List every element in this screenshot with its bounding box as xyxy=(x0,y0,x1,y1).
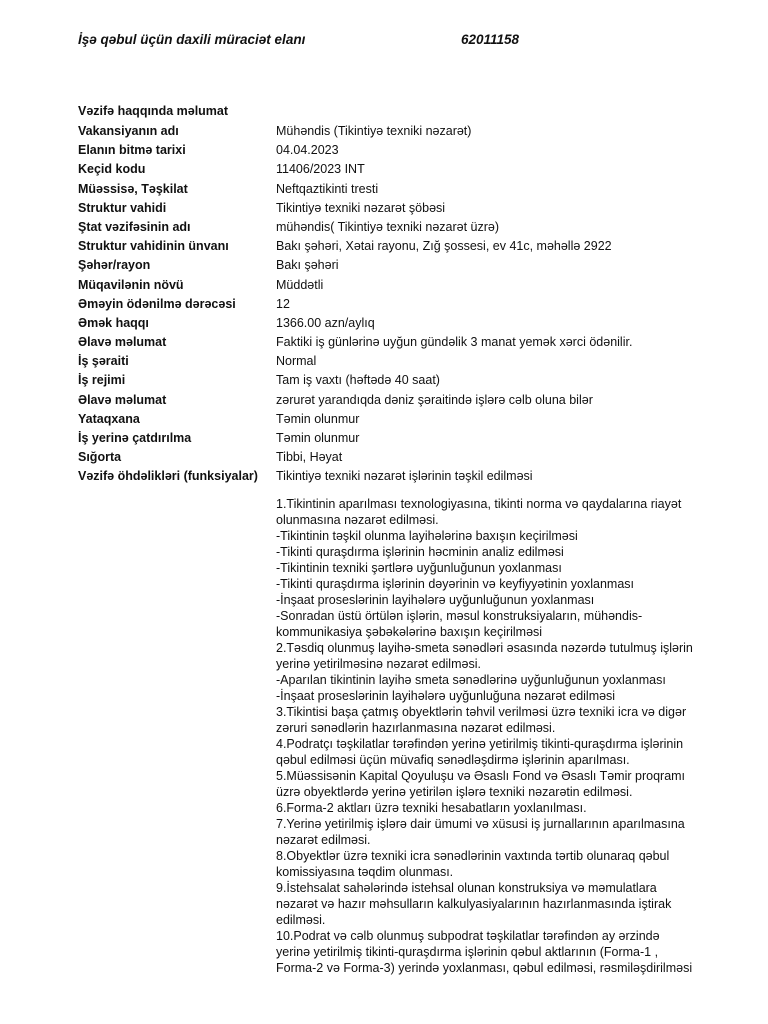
info-label: Sığorta xyxy=(78,450,122,465)
info-value: Təmin olunmur xyxy=(276,431,360,445)
info-label: Əlavə məlumat xyxy=(78,392,167,407)
info-row xyxy=(78,352,718,371)
duty-line: 6.Forma-2 aktları üzrə texniki hesabatların yoxlanılması. xyxy=(276,801,587,815)
duty-line: 9.İstehsalat sahələrində istehsal olunan konstruksiya və məmulatlara xyxy=(276,881,657,895)
info-row xyxy=(78,295,718,314)
info-value: zərurət yarandıqda dəniz şəraitində işlərə cəlb oluna bilər xyxy=(276,392,593,407)
announcement-title: İşə qəbul üçün daxili müraciət elanı xyxy=(78,32,306,47)
duty-line: kommunikasiya şəbəkələrinə baxışın keçirilməsi xyxy=(276,625,543,639)
info-value: Müddətli xyxy=(276,277,324,292)
info-row xyxy=(78,276,718,295)
info-value: Mühəndis (Tikintiyə texniki nəzarət) xyxy=(276,124,472,138)
info-label: Struktur vahidinin ünvanı xyxy=(78,239,229,254)
duty-line: olunmasına nəzarət edilməsi. xyxy=(276,513,439,527)
info-row xyxy=(78,429,718,448)
info-row xyxy=(78,448,718,467)
duty-line: Forma-2 və Forma-3) yerində yoxlanması, qəbul edilməsi, rəsmiləşdirilməsi xyxy=(276,961,693,975)
duty-line: -Sonradan üstü örtülən işlərin, məsul konstruksiyaların, mühəndis- xyxy=(276,609,643,623)
duty-line: nəzarət və hazır məhsulların kalkulyasiyalarının hazırlanmasında iştirak xyxy=(276,897,672,911)
info-value: 1366.00 azn/aylıq xyxy=(276,315,375,330)
duty-line: -Tikinti quraşdırma işlərinin dəyərinin və keyfiyyətinin yoxlanması xyxy=(276,577,635,591)
info-label: Müəssisə, Təşkilat xyxy=(78,181,188,196)
duty-line: 2.Təsdiq olunmuş layihə-smeta sənədləri əsasında nəzərdə tutulmuş işlərin xyxy=(276,641,693,655)
job-info-table xyxy=(78,122,718,487)
info-row xyxy=(78,160,718,179)
duties-list xyxy=(276,496,716,976)
info-row xyxy=(78,141,718,160)
info-row xyxy=(78,218,718,237)
info-value: Tikintiyə texniki nəzarət şöbəsi xyxy=(276,200,446,215)
info-row xyxy=(78,333,718,352)
info-label: Əmək haqqı xyxy=(78,315,149,330)
info-value: Faktiki iş günlərinə uyğun gündəlik 3 manat yemək xərci ödənilir. xyxy=(276,335,633,350)
duty-line: komissiyasına təqdim olunması. xyxy=(276,865,454,879)
duty-line: -Tikinti quraşdırma işlərinin həcminin analiz edilməsi xyxy=(276,545,564,559)
duty-line: yerinə yetirilməsinə nəzarət edilməsi. xyxy=(276,657,481,671)
duty-line: 8.Obyektlər üzrə texniki icra sənədlərinin vaxtında tərtib olunaraq qəbul xyxy=(276,849,670,863)
info-label: Əməyin ödənilmə dərəcəsi xyxy=(78,296,236,311)
info-row xyxy=(78,256,718,275)
info-value: Normal xyxy=(276,354,317,369)
info-label: Şəhər/rayon xyxy=(78,258,151,273)
info-row xyxy=(78,314,718,333)
duty-line: zəruri sənədlərin hazırlanmasına nəzarət edilməsi. xyxy=(276,721,556,735)
duty-line: üzrə obyektlərdə yerinə yetirilən işlərə texniki nəzarətin edilməsi. xyxy=(276,785,633,799)
duty-line: -Tikintinin təşkil olunma layihələrinə baxışın keçirilməsi xyxy=(276,529,578,543)
duty-line: -Aparılan tikintinin layihə smeta sənədlərinə uyğunluğunun yoxlanması xyxy=(276,673,666,687)
info-row xyxy=(78,371,718,390)
announcement-number: 62011158 xyxy=(461,32,520,47)
duty-line: 7.Yerinə yetirilmiş işlərə dair ümumi və xüsusi iş jurnallarının aparılmasına xyxy=(276,817,685,831)
page-header xyxy=(78,32,718,52)
info-label: İş şəraiti xyxy=(78,354,129,369)
info-label: Müqavilənin növü xyxy=(78,277,184,292)
info-value: Tibbi, Həyat xyxy=(276,450,343,465)
info-value: 11406/2023 INT xyxy=(276,162,365,177)
info-value: Tikintiyə texniki nəzarət işlərinin təşkil edilməsi xyxy=(276,469,533,484)
info-row xyxy=(78,391,718,410)
info-value: Bakı şəhəri, Xətai rayonu, Zığ şossesi, ev 41c, məhəllə 2922 xyxy=(276,239,612,254)
info-row xyxy=(78,237,718,256)
duty-line: 5.Müəssisənin Kapital Qoyuluşu və Əsaslı Fond və Əsaslı Təmir proqramı xyxy=(276,769,686,783)
info-row xyxy=(78,122,718,141)
section-title: Vəzifə haqqında məlumat xyxy=(78,104,229,118)
duty-line: yerinə yetirilmiş tikinti-quraşdırma işlərinin qəbul aktlarının (Forma-1 , xyxy=(276,945,659,959)
info-label: Elanın bitmə tarixi xyxy=(78,143,186,158)
info-label: Ştat vəzifəsinin adı xyxy=(78,219,191,234)
duty-line: 10.Podrat və cəlb olunmuş subpodrat təşkilatlar tərəfindən ay ərzində xyxy=(276,929,660,943)
duty-line: qəbul edilməsi üçün müvafiq sənədləşdirmə işlərinin aparılması. xyxy=(276,753,630,767)
duty-line: -İnşaat proseslərinin layihələrə uyğunluğuna nəzarət edilməsi xyxy=(276,689,616,703)
duty-line: nəzarət edilməsi. xyxy=(276,833,371,847)
info-label: Keçid kodu xyxy=(78,162,146,177)
info-label: Əlavə məlumat xyxy=(78,335,167,350)
info-value: 12 xyxy=(276,296,290,311)
info-label: Yataqxana xyxy=(78,411,140,426)
info-label: İş rejimi xyxy=(78,373,126,388)
info-value: Təmin olunmur xyxy=(276,411,360,426)
info-row xyxy=(78,410,718,429)
duty-line: -İnşaat proseslərinin layihələrə uyğunluğunun yoxlanması xyxy=(276,593,595,607)
duty-line: 4.Podratçı təşkilatlar tərəfindən yerinə yetirilmiş tikinti-quraşdırma işlərinin xyxy=(276,737,684,751)
duty-line: edilməsi. xyxy=(276,913,326,927)
info-value: Bakı şəhəri xyxy=(276,258,339,273)
info-value: 04.04.2023 xyxy=(276,143,339,158)
info-row xyxy=(78,467,718,486)
info-row xyxy=(78,180,718,199)
info-label: Struktur vahidi xyxy=(78,200,167,215)
info-label: Vəzifə öhdəlikləri (funksiyalar) xyxy=(78,469,258,484)
duty-line: 3.Tikintisi başa çatmış obyektlərin təhvil verilməsi üzrə texniki icra və digər xyxy=(276,705,687,719)
info-row xyxy=(78,199,718,218)
info-value: Neftqaztikinti tresti xyxy=(276,181,379,196)
info-value: Tam iş vaxtı (həftədə 40 saat) xyxy=(276,373,440,388)
info-label: Vakansiyanın adı xyxy=(78,124,179,138)
info-label: İş yerinə çatdırılma xyxy=(78,431,192,445)
duty-line: 1.Tikintinin aparılması texnologiyasına, tikinti norma və qaydalarına riayət xyxy=(276,497,682,511)
duty-line: -Tikintinin texniki şərtlərə uyğunluğunun yoxlanması xyxy=(276,561,562,575)
info-value: mühəndis( Tikintiyə texniki nəzarət üzrə) xyxy=(276,219,500,234)
